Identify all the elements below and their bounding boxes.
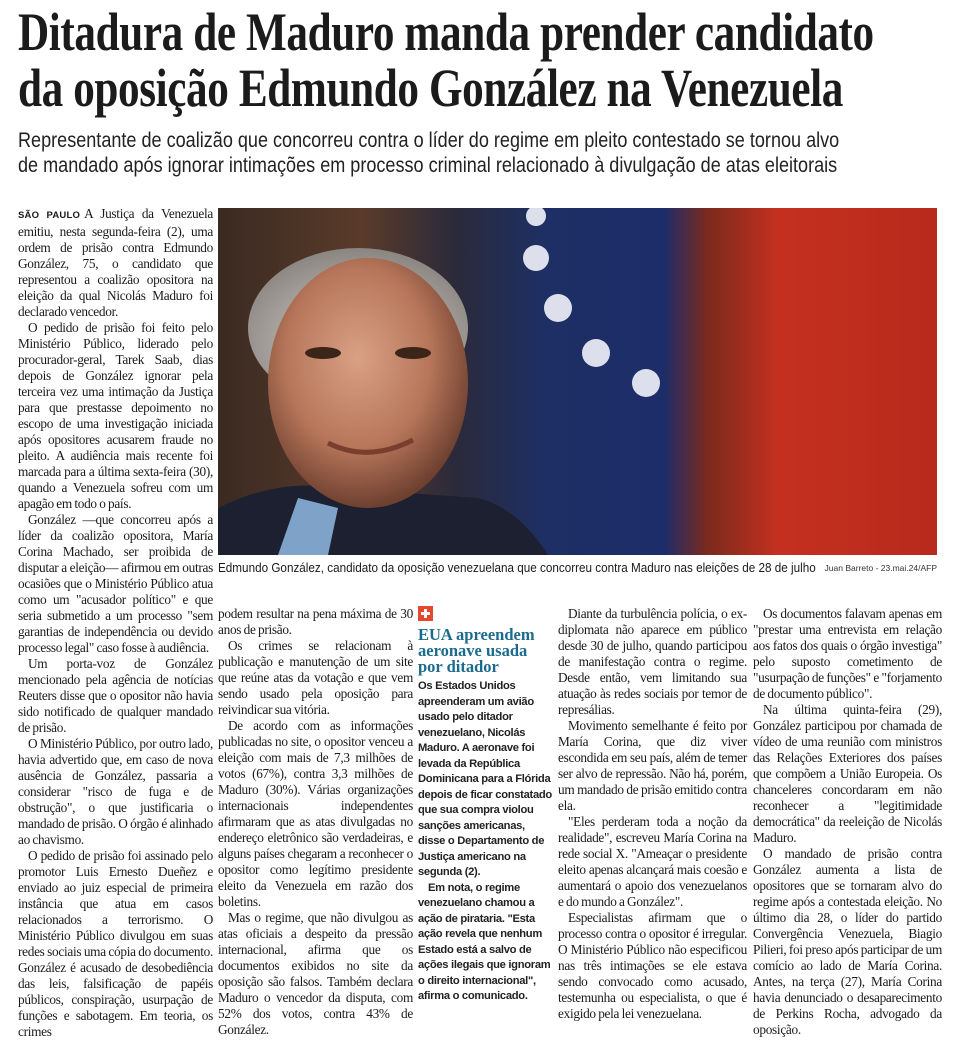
dateline: SÃO PAULO bbox=[18, 210, 81, 221]
article-paragraph: Na última quinta-feira (29), González participou por chamada de vídeo de uma reunião com ministros das Relações Exteriores dos países que compõem a União Europeia. Os chanceleres concordaram em não reconhecer a "legitimidade democrática" da reeleição de Nicolás Maduro. bbox=[753, 702, 942, 845]
article-paragraph: O pedido de prisão foi feito pelo Ministério Público, liderado pelo procurador-geral, Tarek Saab, dias depois de González ignorar pela terceira vez uma intimação da Justiça para que prestasse depoimento no escopo de uma investigação iniciada após opositores acusarem fraude no pleito. A audiência mais recente foi marcada para a última sexta-feira (30), quando a Venezuela sofreu com um apagão em todo o país. bbox=[18, 320, 213, 511]
sidebar-body bbox=[418, 679, 553, 1005]
article-paragraph: "Eles perderam toda a noção da realidade", escreveu María Corina na rede social X. "Ameaçar o presidente eleito apenas alcançará mais coesão e aumentará o apoio dos venezuelanos e do mundo a González". bbox=[558, 814, 747, 909]
article-column-4 bbox=[558, 606, 747, 1022]
sidebar-paragraph: Os Estados Unidos apreenderam um avião usado pelo ditador venezuelano, Nicolás Maduro. A aeronave foi levada da República Dominicana para a Flórida depois de ficar constatado que sua compra violou sanções americanas, disse o Departamento de Justiça americano na segunda (2). bbox=[418, 680, 552, 878]
article-paragraph: Os crimes se relacionam à publicação e manutenção de um site que reúne atas da votação e que vem sendo usado pela oposição para reivindicar sua vitória. bbox=[218, 638, 413, 717]
article-column-5 bbox=[753, 606, 942, 1038]
caption-text: Edmundo González, candidato da oposição venezuelana que concorreu contra Maduro nas eleições de 28 de julho bbox=[218, 560, 816, 575]
article-paragraph: De acordo com as informações publicadas no site, o opositor venceu a eleição com mais de 7,3 milhões de votos (67%), contra 3,3 milhões de Maduro (30%). Várias organizações internacionais independentes afirmaram que as atas divulgadas no endereço eletrônico são verdadeiras, e alguns países chegaram a reconhecer o opositor como legítimo presidente eleito da Venezuela em razão dos boletins. bbox=[218, 718, 413, 909]
article-paragraph: podem resultar na pena máxima de 30 anos de prisão. bbox=[218, 606, 413, 637]
article-paragraph: Os documentos falavam apenas em "prestar uma entrevista em relação aos fatos dos quais o órgão investiga" pelo suposto cometimento de "usurpação de funções" e "forjamento de documento público". bbox=[753, 606, 942, 701]
article-paragraph: Diante da turbulência polícia, o ex-diplomata não aparece em público desde 30 de julho, quando participou de manifestação contra o regime. Desde então, vem limitando sua atuação às redes sociais por temor de represálias. bbox=[558, 606, 747, 717]
flag-stars bbox=[523, 208, 660, 397]
headline-line-2: da oposição Edmundo González na Venezuela bbox=[18, 58, 843, 118]
article-paragraph: O Ministério Público, por outro lado, havia advertido que, em caso de nova ausência de González, passaria a considerar "risco de fuga e de obstrução", o que justificaria o mandado de prisão. O órgão é alinhado ao chavismo. bbox=[18, 736, 213, 847]
article-paragraph: O pedido de prisão foi assinado pelo promotor Luis Ernesto Dueñez e enviado ao juiz especial de primeira instância que atua em casos relacionados a terrorismo. O Ministério Público divulgou em suas redes sociais uma cópia do documento. González é acusado de desobediência das leis, falsificação de papéis públicos, conspiração, usurpação de funções e sabotagem. Em teoria, os crimes bbox=[18, 848, 213, 1039]
article-paragraph: Movimento semelhante é feito por María Corina, que diz viver escondida em seu país, além de temer ser alvo de repressão. Não há, porém, um mandado de prisão emitido contra ela. bbox=[558, 718, 747, 813]
photo-credit: Juan Barreto - 23.mai.24/AFP bbox=[824, 563, 937, 573]
article-paragraph bbox=[18, 206, 213, 320]
headline bbox=[18, 4, 958, 116]
subheadline bbox=[18, 128, 958, 178]
subheadline-line-2: de mandado após ignorar intimações em processo criminal relacionado à divulgação de atas eleitorais bbox=[18, 154, 838, 177]
sidebar-paragraph: Em nota, o regime venezuelano chamou a ação de pirataria. "Esta ação revela que nenhum Estado está a salvo de ações ilegais que ignoram o direito internacional", afirma o comunicado. bbox=[418, 881, 551, 1002]
headline-line-1: Ditadura de Maduro manda prender candidato bbox=[18, 2, 874, 62]
article-column-1 bbox=[18, 206, 213, 1040]
article-paragraph: O mandado de prisão contra González aumenta a lista de opositores que se tornaram alvo do regime após a contestada eleição. No último dia 28, o líder do partido Convergência Venezuela, Biagio Pilieri, foi preso após participar de um comício ao lado de María Corina. Antes, na terça (27), María Corina havia denunciado o desaparecimento de Perkins Rocha, advogado da oposição. bbox=[753, 846, 942, 1037]
article-paragraph: Especialistas afirmam que o processo contra o opositor é irregular. O Ministério Público não especificou nas três intimações se ele estava sendo convocado como acusado, testemunha ou especialista, o que é exigido pela lei venezuelana. bbox=[558, 910, 747, 1021]
article-paragraph: González —que concorreu após a líder da coalizão opositora, María Corina Machado, ser proibida de disputar a eleição— afirmou em outras ocasiões que o Ministério Público atua como um "acusador político" e que seria submetido a um processo "sem garantias de independência ou devido processo legal" caso fosse à audiência. bbox=[18, 512, 213, 655]
paragraph-text: A Justiça da Venezuela emitiu, nesta segunda-feira (2), uma ordem de prisão contra Edmundo González, 75, o candidato que representou a coalizão opositora na eleição da qual Nicolás Maduro foi declarado vencedor. bbox=[18, 206, 213, 319]
article-paragraph: Mas o regime, que não divulgou as atas oficiais a despeito da pressão internacional, afirma que os documentos exibidos no site da oposição são falsos. Também declara Maduro o vencedor da disputa, com 52% dos votos, contra 43% de González. bbox=[218, 910, 413, 1037]
article-column-2 bbox=[218, 606, 413, 1038]
article-paragraph: Um porta-voz de González mencionado pela agência de notícias Reuters disse que o opositor não havia sido notificado de qualquer mandado de prisão. bbox=[18, 656, 213, 735]
photo-illustration bbox=[218, 208, 937, 555]
sidebar-title: EUA apreendem aeronave usada por ditador bbox=[418, 625, 535, 676]
sidebar-box bbox=[418, 606, 553, 1005]
subheadline-line-1: Representante de coalizão que concorreu contra o líder do regime em pleito contestado se tornou alvo bbox=[18, 129, 840, 152]
plus-square-icon bbox=[418, 606, 433, 621]
article-photo bbox=[218, 208, 937, 555]
